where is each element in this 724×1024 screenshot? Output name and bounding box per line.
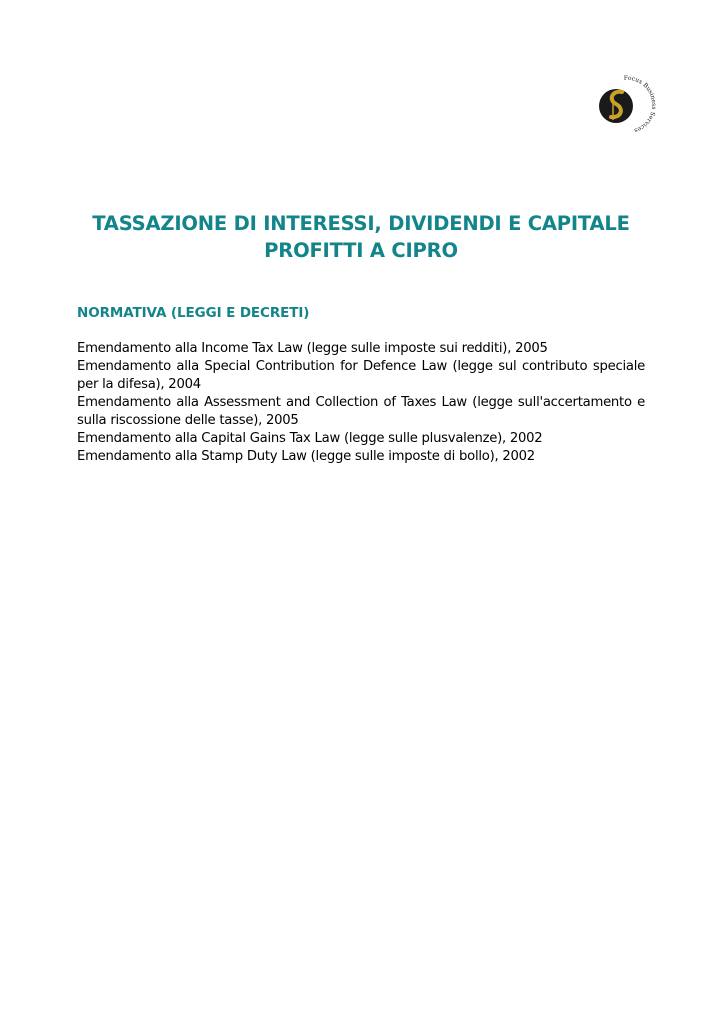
page-title-line-1: TASSAZIONE DI INTERESSI, DIVIDENDI E CAPITALE [92,212,630,235]
law-list-item: Emendamento alla Income Tax Law (legge sulle imposte sui redditi), 2005 [77,341,548,356]
fbs-logo-graphic [594,72,662,140]
law-list-item: Emendamento alla Capital Gains Tax Law (legge sulle plusvalenze), 2002 [77,431,543,446]
law-list [77,340,645,466]
page-title [77,210,645,264]
law-list-item: Emendamento alla Assessment and Collection of Taxes Law (legge sull'accertamento e sulla riscossione delle tasse), 2005 [77,395,645,428]
section-heading: NORMATIVA (LEGGI E DECRETI) [77,305,310,321]
logo-arc-text: Focus Business Services [623,74,658,134]
law-list-item: Emendamento alla Stamp Duty Law (legge sulle imposte di bollo), 2002 [77,449,535,464]
fbs-logo-icon [594,72,662,140]
law-list-item: Emendamento alla Special Contribution for Defence Law (legge sul contributo speciale per la difesa), 2004 [77,359,645,392]
page-title-line-2: PROFITTI A CIPRO [264,239,458,262]
